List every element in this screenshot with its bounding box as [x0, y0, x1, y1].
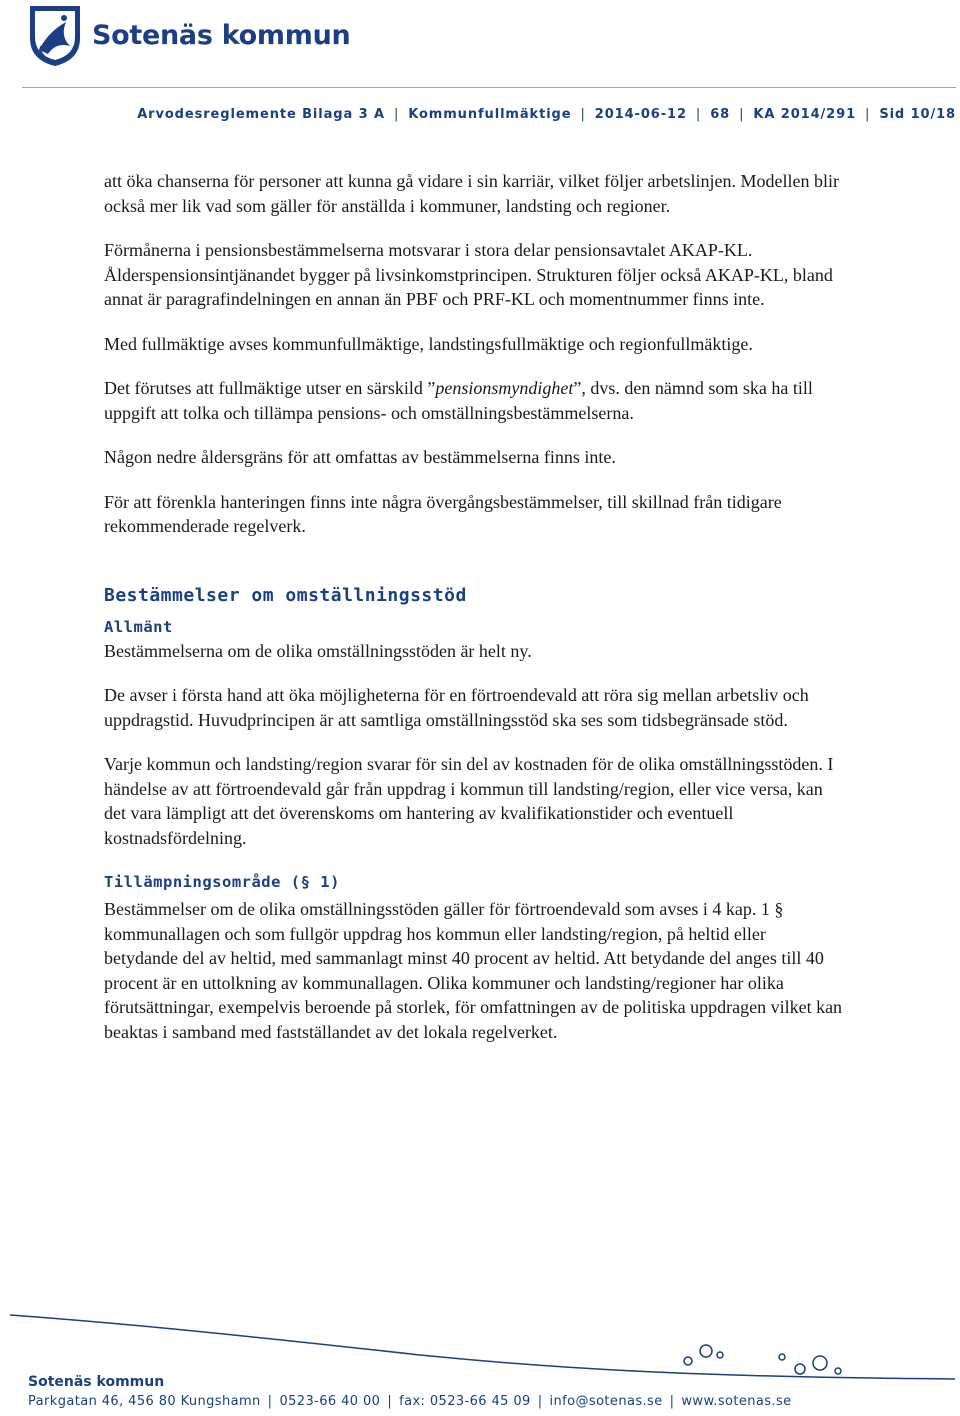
footer-email-link[interactable]: info@sotenas.se	[549, 1394, 663, 1409]
footer-website-link[interactable]: www.sotenas.se	[681, 1394, 792, 1409]
meta-separator: |	[695, 106, 702, 122]
body-paragraph: Bestämmelserna om de olika omställningsstöden är helt ny.	[104, 640, 532, 661]
meta-date: 2014-06-12	[594, 106, 687, 122]
organization-name: Sotenäs kommun	[92, 19, 351, 51]
body-paragraph: De avser i första hand att öka möjligheterna för en förtroendevald att röra sig mellan arbetsliv och uppdragstid. Huvudprincipen är att samtliga omställningsstöd ska ses som tidsbegränsade stöd.	[104, 685, 809, 730]
meta-separator: |	[393, 106, 400, 122]
body-paragraph: att öka chanserna för personer att kunna gå vidare i sin karriär, vilket följer arbetslinjen. Modellen blir också mer lik vad som gäller för anställda i kommuner, landsting och regioner.	[104, 171, 840, 216]
document-body	[104, 169, 844, 1044]
body-paragraph: Bestämmelser om de olika omställningsstöden gäller för förtroendevald som avses i 4 kap. 1 § kommunallagen och som fullgör uppdrag hos kommun eller landsting/region, på heltid eller betydande del av heltid, med sammanlagt minst 40 procent av heltid. Att betydande del anges till 40 procent är en uttolkning av kommunallagen. Olika kommuner och landsting/regioner har olika förutsättningar, exempelvis beroende på storlek, för omfattningen av de politiska uppdragen vilket kan beaktas i samband med fastställandet av det lokala regelverket.	[104, 899, 843, 1042]
section-heading: Bestämmelser om omställningsstöd	[104, 584, 467, 606]
body-paragraph: Med fullmäktige avses kommunfullmäktige, landstingsfullmäktige och regionfullmäktige.	[104, 333, 753, 354]
shield-fish-logo-icon	[26, 2, 84, 68]
subsection-heading: Tillämpningsområde (§ 1)	[104, 873, 340, 891]
paragraph-text: Det förutses att fullmäktige utser en särskild ”	[104, 378, 436, 398]
footer-organization-name: Sotenäs kommun	[28, 1374, 165, 1390]
body-paragraph: Varje kommun och landsting/region svarar för sin del av kostnaden för de olika omställningsstöden. I händelse av att förtroendevald går från uppdrag i kommun till landsting/region, eller vice versa, kan det vara lämpligt att det överenskoms om hantering av kvalifikationstider och eventuell kostnadsfördelning.	[104, 754, 834, 848]
body-paragraph: Förmånerna i pensionsbestämmelserna motsvarar i stora delar pensionsavtalet AKAP-KL. Ålderspensionsintjänandet bygger på livsinkomstprincipen. Strukturen följer också AKAP-KL, bland annat är paragrafindelningen en annan än PBF och PRF-KL och momentnummer finns inte.	[104, 240, 833, 309]
body-paragraph: Någon nedre åldersgräns för att omfattas av bestämmelserna finns inte.	[104, 447, 616, 467]
header-divider	[22, 87, 956, 88]
footer-contact-line: Parkgatan 46, 456 80 Kungshamn | 0523-66 40 00 | fax: 0523-66 45 09 | info@sotenas.se | www.sotenas.se	[28, 1394, 792, 1409]
meta-separator: |	[739, 106, 745, 122]
footer-fax: fax: 0523-66 45 09	[399, 1394, 531, 1409]
meta-page-number: Sid 10/18	[879, 106, 956, 122]
paragraph-text: ”, dvs. den nämnd som ska ha till uppgift att tolka och tillämpa pensions- och omställningsbestämmelserna.	[104, 378, 813, 423]
footer-phone: 0523-66 40 00	[279, 1394, 381, 1409]
emphasized-term: pensionsmyndighet	[435, 378, 574, 398]
document-meta-line	[137, 103, 956, 125]
meta-document-title: Arvodesreglemente Bilaga 3 A	[137, 106, 385, 122]
meta-case-number: KA 2014/291	[753, 106, 857, 122]
meta-body: Kommunfullmäktige	[408, 106, 572, 122]
subsection-heading: Allmänt	[104, 617, 173, 636]
wave-bubbles-icon	[0, 1305, 960, 1385]
meta-separator: |	[865, 106, 871, 122]
meta-paragraph-number: 68	[710, 106, 731, 122]
body-paragraph	[104, 376, 844, 425]
meta-separator: |	[580, 106, 586, 122]
organization-logo	[26, 2, 350, 68]
footer-address: Parkgatan 46, 456 80 Kungshamn	[28, 1394, 261, 1409]
body-paragraph: För att förenkla hanteringen finns inte några övergångsbestämmelser, till skillnad från tidigare rekommenderade regelverk.	[104, 491, 782, 536]
